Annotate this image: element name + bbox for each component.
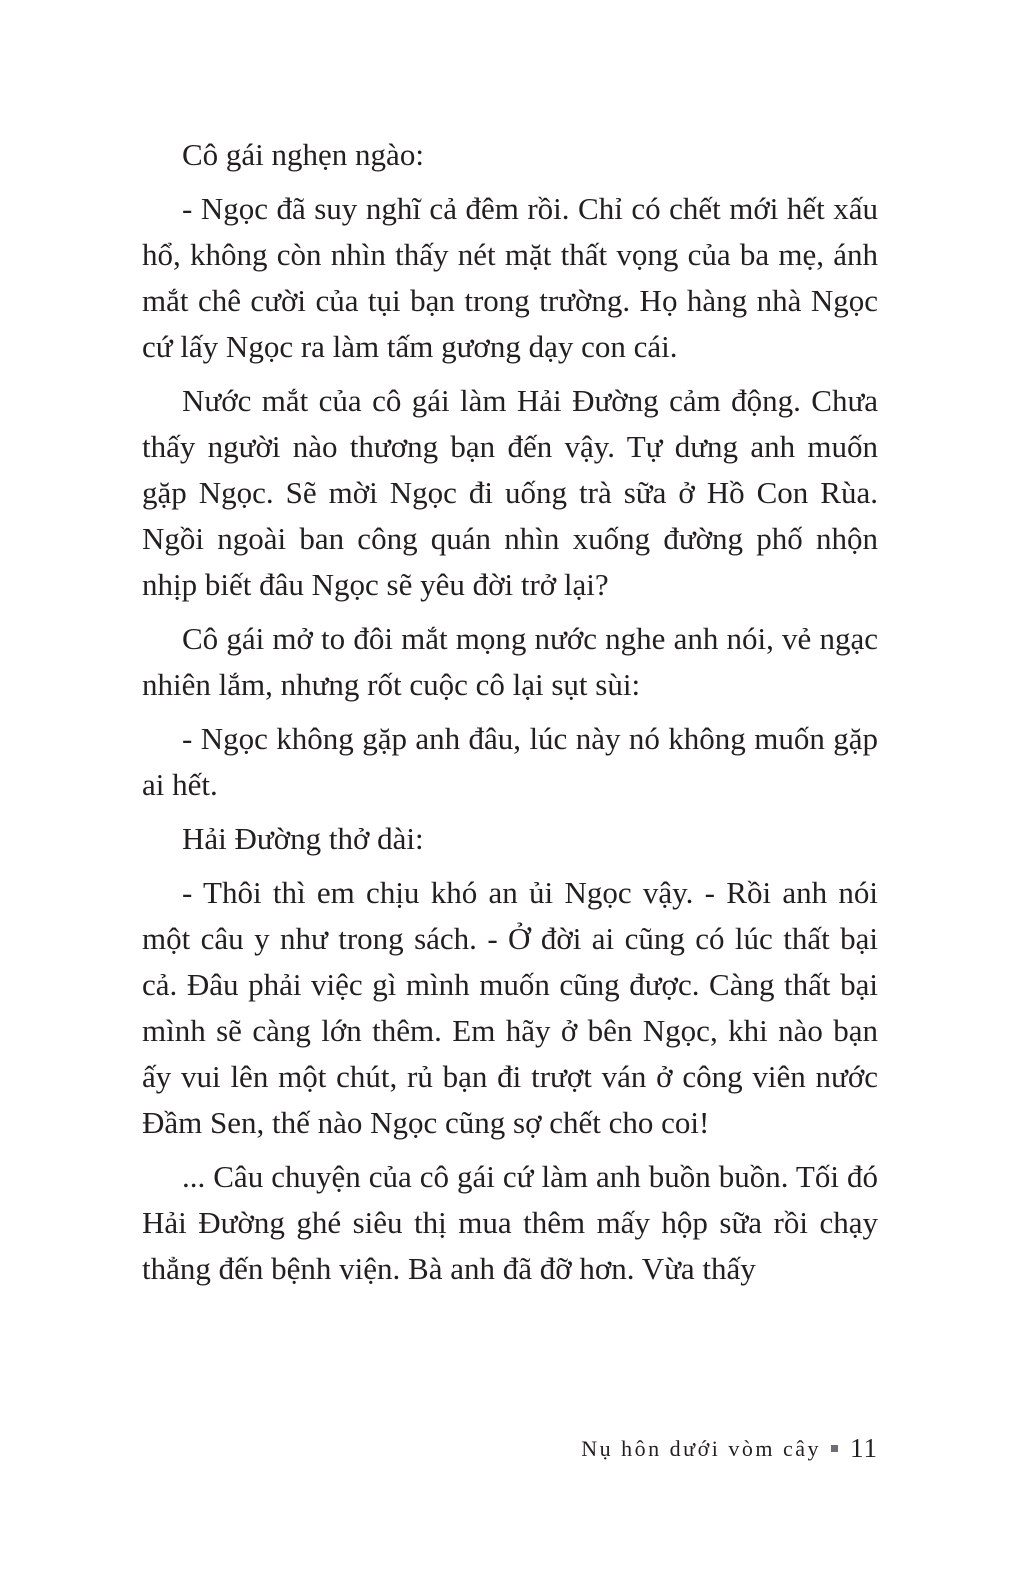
- paragraph: ... Câu chuyện của cô gái cứ làm anh buồn buồn. Tối đó Hải Đường ghé siêu thị mua thêm mấy hộp sữa rồi chạy thẳng đến bệnh viện. Bà anh đã đỡ hơn. Vừa thấy: [142, 1159, 878, 1286]
- paragraph: - Thôi thì em chịu khó an ủi Ngọc vậy. - Rồi anh nói một câu y như trong sách. - Ở đời ai cũng có lúc thất bại cả. Đâu phải việc gì mình muốn cũng được. Càng thất bại mình sẽ càng lớn thêm. Em hãy ở bên Ngọc, khi nào bạn ấy vui lên một chút, rủ bạn đi trượt ván ở công viên nước Đầm Sen, thế nào Ngọc cũng sợ chết cho coi!: [142, 875, 878, 1140]
- book-title: Nụ hôn dưới vòm cây: [581, 1435, 821, 1461]
- separator-square-icon: [831, 1445, 838, 1452]
- page-footer: [581, 1433, 878, 1464]
- paragraph: Cô gái nghẹn ngào:: [182, 137, 424, 172]
- paragraph: Hải Đường thở dài:: [182, 821, 424, 856]
- paragraph: - Ngọc đã suy nghĩ cả đêm rồi. Chỉ có chết mới hết xấu hổ, không còn nhìn thấy nét mặt thất vọng của ba mẹ, ánh mắt chê cười của tụi bạn trong trường. Họ hàng nhà Ngọc cứ lấy Ngọc ra làm tấm gương dạy con cái.: [142, 191, 878, 364]
- paragraph: Nước mắt của cô gái làm Hải Đường cảm động. Chưa thấy người nào thương bạn đến vậy. Tự dưng anh muốn gặp Ngọc. Sẽ mời Ngọc đi uống trà sữa ở Hồ Con Rùa. Ngồi ngoài ban công quán nhìn xuống đường phố nhộn nhịp biết đâu Ngọc sẽ yêu đời trở lại?: [142, 383, 878, 602]
- page-number: 11: [850, 1433, 878, 1463]
- body-text: [142, 132, 878, 1300]
- paragraph: Cô gái mở to đôi mắt mọng nước nghe anh nói, vẻ ngạc nhiên lắm, nhưng rốt cuộc cô lại sụt sùi:: [142, 621, 878, 702]
- paragraph: - Ngọc không gặp anh đâu, lúc này nó không muốn gặp ai hết.: [142, 721, 878, 802]
